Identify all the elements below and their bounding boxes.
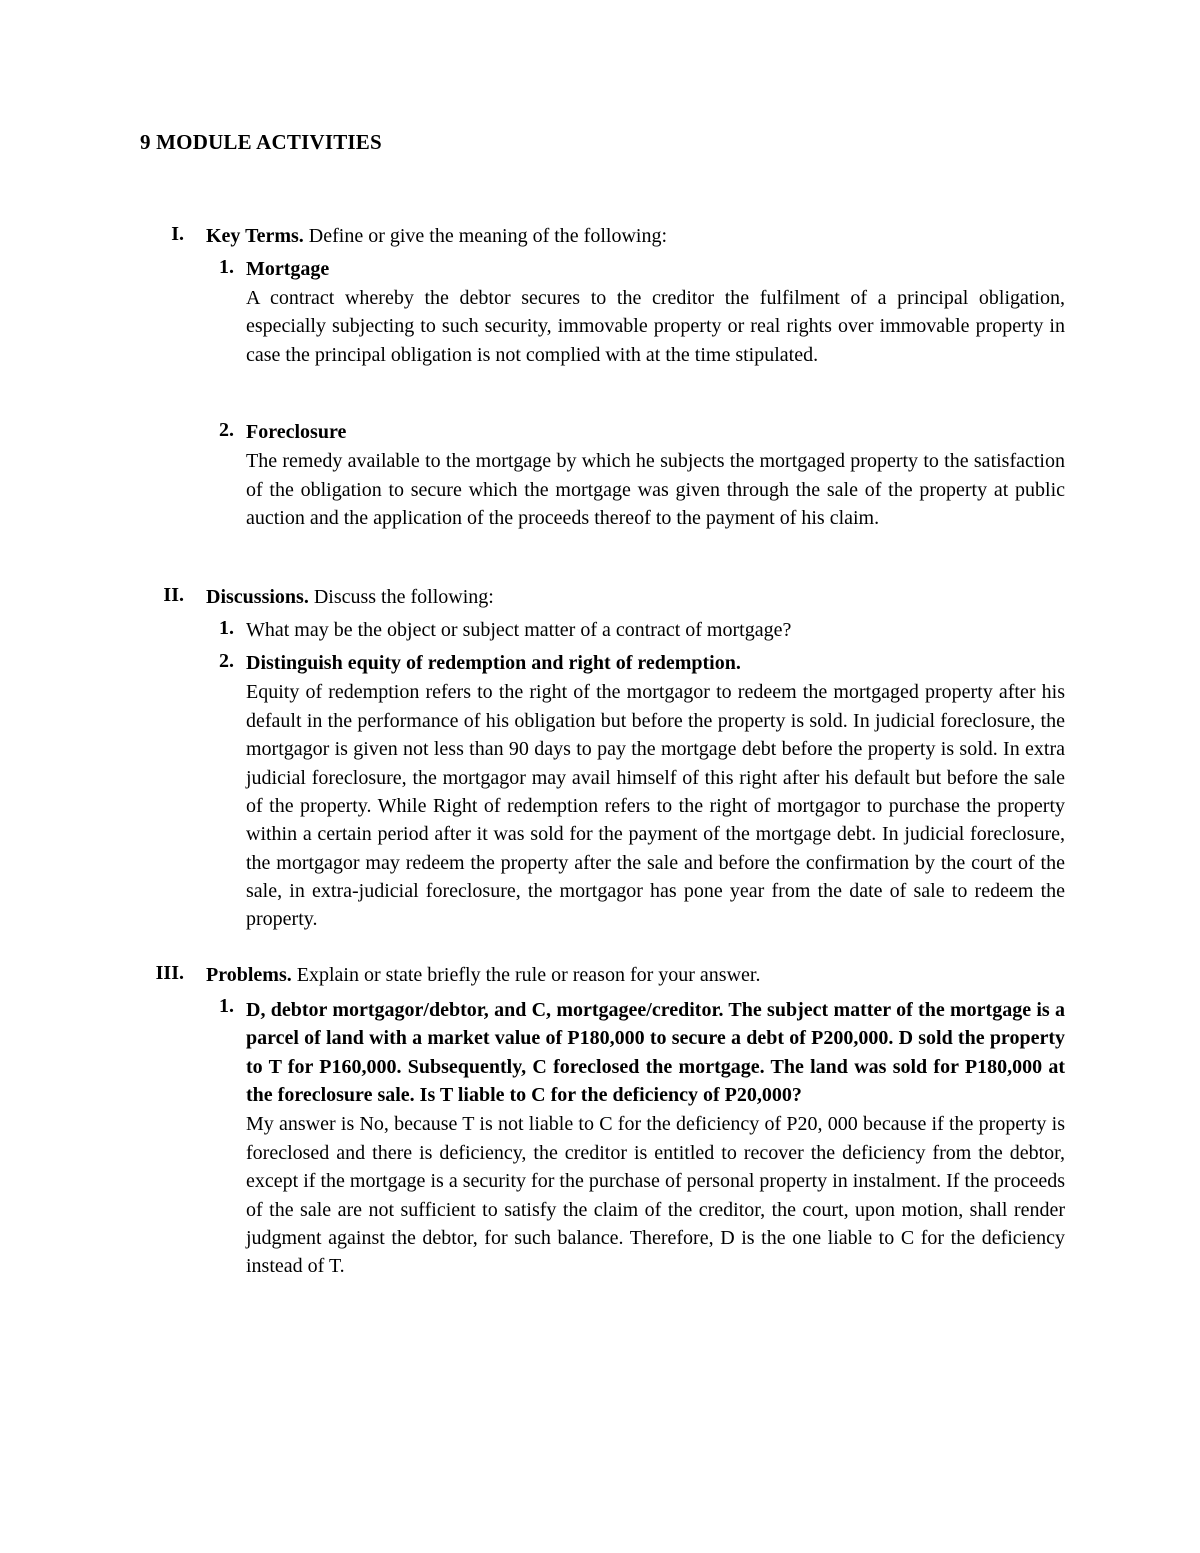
spacer: [140, 934, 1065, 962]
page-title: 9 MODULE ACTIVITIES: [140, 130, 382, 154]
item-number: 2.: [219, 650, 234, 673]
item-title: D, debtor mortgagor/debtor, and C, mortgagee/creditor. The subject matter of the mortgage is a parcel of land with a market value of P180,000 to secure a debt of P200,000. D sold the property to T for P160,000. Subsequently, C foreclosed the mortgage. The land was sold for P180,000 at the foreclosure sale. Is T liable to C for the deficiency of P20,000?: [246, 998, 1065, 1107]
spacer: [206, 369, 1065, 413]
list-item: [206, 650, 1065, 934]
list-item: [206, 617, 1065, 644]
item-paragraph: The remedy available to the mortgage by which he subjects the mortgaged property to the satisfaction of the obligation to secure which the mortgage was given through the sale of the property at public auction and the application of the proceeds thereof to the payment of his claim.: [246, 450, 1065, 529]
section-problems: [140, 962, 1065, 1281]
section-numeral: II.: [163, 584, 184, 607]
item-paragraph: A contract whereby the debtor secures to the creditor the fulfilment of a principal obligation, especially subjecting to such security, immovable property or real rights over immovable property in case the principal obligation is not complied with at the time stipulated.: [246, 287, 1065, 366]
item-paragraph: My answer is No, because T is not liable to C for the deficiency of P20, 000 because if the property is foreclosed and there is deficiency, the creditor is entitled to recover the deficiency from the debtor, except if the mortgage is a security for the purchase of personal property in instalment. If the proceeds of the sale are not sufficient to satisfy the claim of the creditor, the court, upon motion, shall render judgment against the debtor, for such balance. Therefore, D is the one liable to C for the deficiency instead of T.: [246, 1113, 1065, 1278]
section-heading-rest: Define or give the meaning of the following:: [303, 225, 668, 247]
section-heading-rest: Discuss the following:: [308, 586, 494, 609]
section-numeral: I.: [171, 223, 184, 245]
item-number: 2.: [219, 419, 234, 442]
section-heading: [206, 223, 1065, 250]
section-heading: [206, 962, 1065, 989]
item-number: 1.: [219, 617, 234, 640]
item-paragraph: Equity of redemption refers to the right of the mortgagor to redeem the mortgaged property after his default in the performance of his obligation but before the property is sold. In judicial foreclosure, the mortgagor is given not less than 90 days to pay the mortgage debt before the property is sold. In extra judicial foreclosure, the mortgagor may avail himself of this right after his default but before the sale of the property. While Right of redemption refers to the right of mortgagor to purchase the property within a certain period after it was sold for the payment of the mortgage debt. In judicial foreclosure, the mortgagor may redeem the property after the sale and before the confirmation by the court of the sale, in extra-judicial foreclosure, the mortgagor has pone year from the date of sale to redeem the property.: [246, 681, 1065, 931]
section-heading-label: Problems.: [206, 963, 292, 986]
section-heading-label: Key Terms.: [206, 225, 304, 247]
section-numeral: III.: [155, 961, 184, 984]
list-item: [206, 419, 1065, 532]
section-discussions: [140, 584, 1065, 934]
item-number: 1.: [219, 994, 234, 1017]
list-item: [206, 256, 1065, 369]
item-title: Mortgage: [246, 258, 330, 280]
section-heading: [206, 584, 1065, 611]
section-heading-label: Discussions.: [206, 586, 309, 609]
item-title: What may be the object or subject matter of a contract of mortgage?: [246, 619, 792, 642]
item-title: Distinguish equity of redemption and right of redemption.: [246, 652, 741, 675]
item-title: Foreclosure: [246, 421, 347, 444]
section-key-terms: [140, 223, 1065, 532]
list-item: [206, 995, 1065, 1281]
spacer: [140, 532, 1065, 584]
item-number: 1.: [219, 256, 234, 278]
section-heading-rest: Explain or state briefly the rule or reason for your answer.: [291, 963, 761, 986]
